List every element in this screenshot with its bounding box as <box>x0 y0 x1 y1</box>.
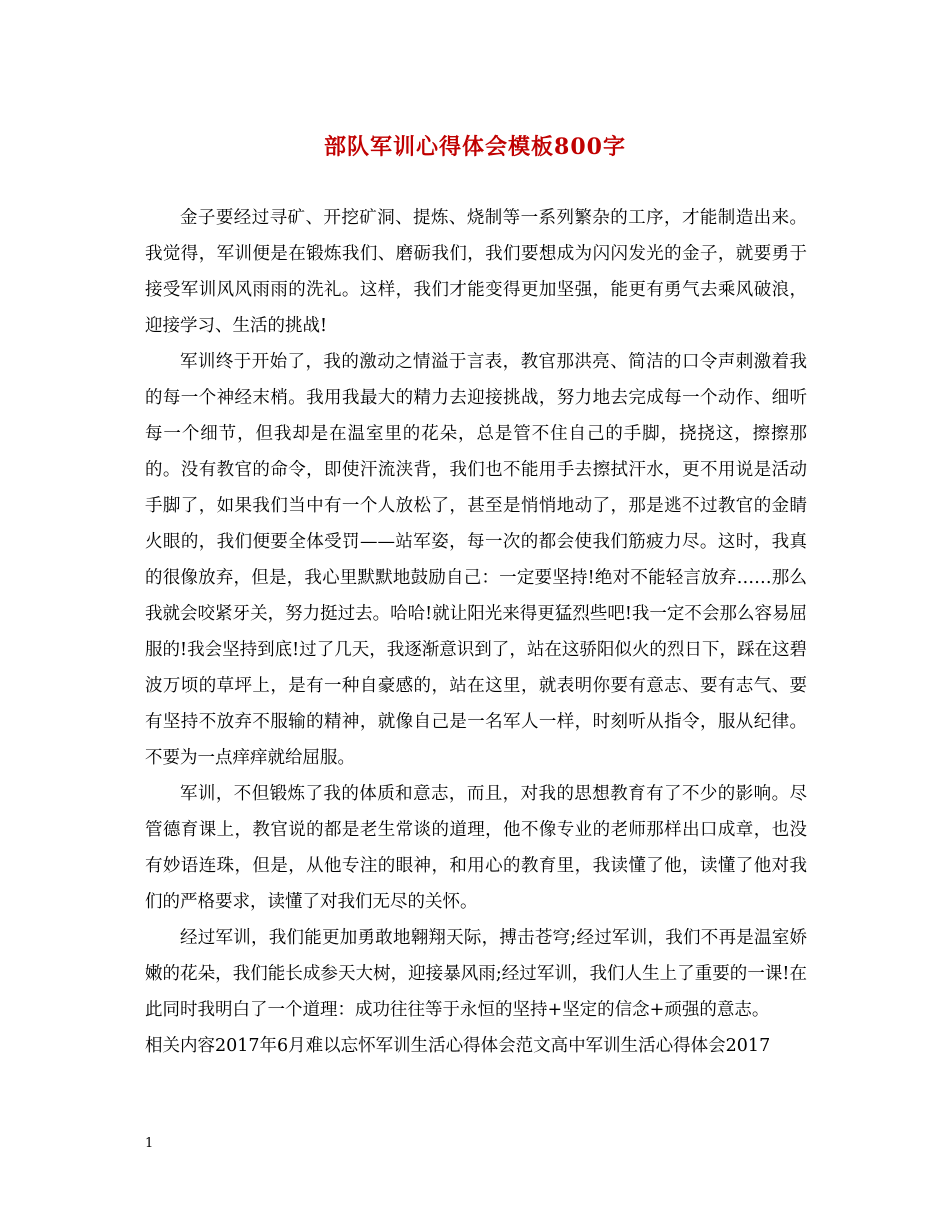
paragraph-3: 军训，不但锻炼了我的体质和意志，而且，对我的思想教育有了不少的影响。尽管德育课上，教官说的都是老生常谈的道理，他不像专业的老师那样出口成章，也没有妙语连珠，但是，从他专注的眼神，和用心的教育里，我读懂了他，读懂了他对我们的严格要求，读懂了对我们无尽的关怀。 <box>145 784 807 912</box>
related-content-line: 相关内容2017年6月难以忘怀军训生活心得体会范文高中军训生活心得体会2017 <box>145 1036 771 1056</box>
document-title: 部队军训心得体会模板800字 <box>324 134 626 160</box>
paragraph-2: 军训终于开始了，我的激动之情溢于言表，教官那洪亮、简洁的口令声刺激着我的每一个神经末梢。我用我最大的精力去迎接挑战，努力地去完成每一个动作、细听每一个细节，但我却是在温室里的花朵，总是管不住自己的手脚，挠挠这，擦擦那的。没有教官的命令，即使汗流浃背，我们也不能用手去擦拭汗水，更不用说是活动手脚了，如果我们当中有一个人放松了，甚至是悄悄地动了，那是逃不过教官的金睛火眼的，我们便要全体受罚——站军姿，每一次的都会使我们筋疲力尽。这时，我真的很像放弃，但是，我心里默默地鼓励自己：一定要坚持!绝对不能轻言放弃……那么我就会咬紧牙关，努力挺过去。哈哈!就让阳光来得更猛烈些吧!我一定不会那么容易屈服的!我会坚持到底!过了几天，我逐渐意识到了，站在这骄阳似火的烈日下，踩在这碧波万顷的草坪上，是有一种自豪感的，站在这里，就表明你要有意志、要有志气、要有坚持不放弃不服输的精神，就像自己是一名军人一样，时刻听从指令，服从纪律。不要为一点痒痒就给屈服。 <box>145 352 807 768</box>
document-body <box>145 200 807 1064</box>
paragraph-1: 金子要经过寻矿、开挖矿洞、提炼、烧制等一系列繁杂的工序，才能制造出来。我觉得，军训便是在锻炼我们、磨砺我们，我们要想成为闪闪发光的金子，就要勇于接受军训风风雨雨的洗礼。这样，我们才能变得更加坚强，能更有勇气去乘风破浪，迎接学习、生活的挑战! <box>145 208 807 336</box>
page-number: 1 <box>145 1136 154 1151</box>
paragraph-4: 经过军训，我们能更加勇敢地翱翔天际，搏击苍穹;经过军训，我们不再是温室娇嫩的花朵，我们能长成参天大树，迎接暴风雨;经过军训，我们人生上了重要的一课!在此同时我明白了一个道理：成功往往等于永恒的坚持+坚定的信念+顽强的意志。 <box>145 928 807 1020</box>
